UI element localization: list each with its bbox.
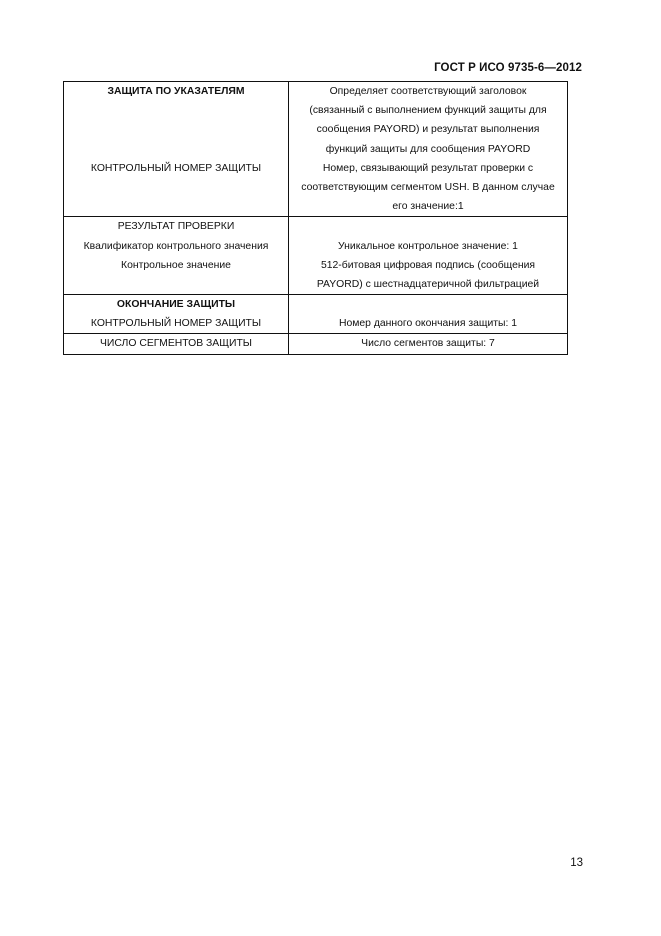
description-line: Число сегментов защиты: 7 bbox=[361, 338, 495, 350]
table-row bbox=[64, 82, 568, 217]
table-cell-right bbox=[289, 295, 568, 334]
table-cell-left bbox=[64, 295, 289, 334]
description-line: 512-битовая цифровая подпись (сообщения bbox=[320, 259, 536, 271]
table-cell-left bbox=[64, 217, 289, 295]
description-line: его значение:1 bbox=[392, 201, 464, 213]
description-line: Номер данного окончания защиты: 1 bbox=[338, 318, 518, 330]
description-line: Номер, связывающий результат проверки с bbox=[322, 162, 534, 174]
security-segments-table bbox=[63, 81, 568, 355]
section-heading-security-trailer: ОКОНЧАНИЕ ЗАЩИТЫ bbox=[116, 299, 236, 311]
description-line: (связанный с выполнением функций защиты для bbox=[309, 105, 547, 117]
field-label-validation-value: Контрольное значение bbox=[121, 259, 231, 271]
page-number: 13 bbox=[570, 857, 583, 869]
table-cell-left bbox=[64, 82, 289, 217]
table-row bbox=[64, 295, 568, 334]
document-standard-header: ГОСТ Р ИСО 9735-6—2012 bbox=[434, 62, 582, 74]
field-label-security-reference-number: КОНТРОЛЬНЫЙ НОМЕР ЗАЩИТЫ bbox=[90, 318, 262, 330]
table-row bbox=[64, 217, 568, 295]
section-heading-validation-result: РЕЗУЛЬТАТ ПРОВЕРКИ bbox=[117, 221, 235, 233]
description-line: соответствующим сегментом USH. В данном случае bbox=[301, 181, 555, 193]
description-line: функций защиты для сообщения PAYORD bbox=[325, 143, 531, 155]
field-label-security-reference-number: КОНТРОЛЬНЫЙ НОМЕР ЗАЩИТЫ bbox=[90, 162, 262, 174]
table-row bbox=[64, 334, 568, 354]
table-cell-right bbox=[289, 334, 568, 354]
field-label-number-of-security-segments: ЧИСЛО СЕГМЕНТОВ ЗАЩИТЫ bbox=[100, 338, 252, 350]
table-cell-right bbox=[289, 82, 568, 217]
description-line: PAYORD) с шестнадцатеричной фильтрацией bbox=[316, 278, 540, 290]
table-cell-right bbox=[289, 217, 568, 295]
section-heading-security-by-reference: ЗАЩИТА ПО УКАЗАТЕЛЯМ bbox=[107, 86, 245, 97]
description-line: Определяет соответствующий заголовок bbox=[329, 86, 527, 97]
description-line: сообщения PAYORD) и результат выполнения bbox=[316, 124, 540, 136]
table-cell-left bbox=[64, 334, 289, 354]
field-label-validation-qualifier: Квалификатор контрольного значения bbox=[83, 240, 269, 252]
description-line: Уникальное контрольное значение: 1 bbox=[338, 240, 518, 252]
